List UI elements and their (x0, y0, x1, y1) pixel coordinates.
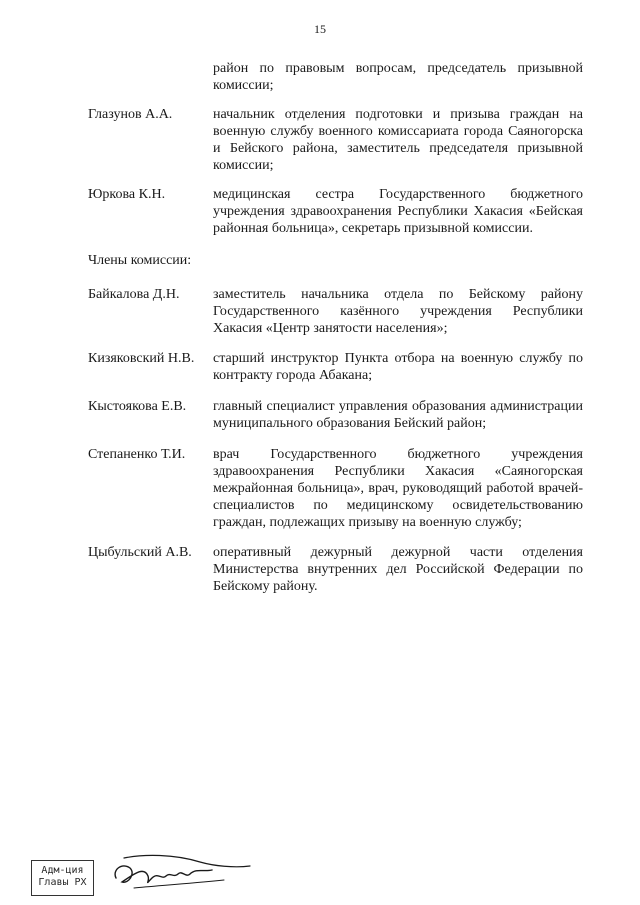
stamp-line-2: Главы РХ (38, 877, 87, 888)
person-name-yurkova: Юркова К.Н. (88, 187, 166, 202)
person-name-tsybulsky: Цыбульский А.В. (88, 545, 192, 560)
stamp-line-1: Адм-ция (41, 865, 84, 876)
person-role-tsybulsky: оперативный дежурный дежурной части отделения Министерства внутренних дел Российской Федерации по Бейскому району. (213, 545, 583, 594)
person-role-glazunov: начальник отделения подготовки и призыва граждан на военную службу военного комиссариата города Саяногорска и Бейского района, заместитель председателя призывной комиссии; (213, 107, 583, 173)
person-role-stepanenko: врач Государственного бюджетного учреждения здравоохранения Республики Хакасия «Саяногорская межрайонная больница», врач, руководящий работой врачей-специалистов по медицинскому освидетельствованию граждан, подлежащих призыву на военную службу; (213, 447, 583, 530)
person-name-glazunov: Глазунов А.А. (88, 107, 173, 122)
handwritten-signature (104, 848, 254, 896)
page-number: 15 (314, 22, 326, 36)
intro-continuation: район по правовым вопросам, председатель призывной комиссии; (213, 61, 583, 93)
person-role-yurkova: медицинская сестра Государственного бюджетного учреждения здравоохранения Республики Хакасия «Бейская районная больница», секретарь призывной комиссии. (213, 187, 583, 236)
person-role-kystoyakova: главный специалист управления образования администрации муниципального образования Бейский район; (213, 399, 583, 431)
person-role-kizyakovsky: старший инструктор Пункта отбора на военную службу по контракту города Абакана; (213, 351, 583, 383)
person-name-kizyakovsky: Кизяковский Н.В. (88, 351, 195, 366)
members-heading: Члены комиссии: (88, 253, 192, 268)
approval-stamp (31, 860, 94, 896)
person-name-kystoyakova: Кыстоякова Е.В. (88, 399, 187, 414)
person-name-stepanenko: Степаненко Т.И. (88, 447, 186, 462)
person-name-baikalova: Байкалова Д.Н. (88, 287, 180, 302)
person-role-baikalova: заместитель начальника отдела по Бейскому району Государственного казённого учреждения Республики Хакасия «Центр занятости населения»; (213, 287, 583, 336)
